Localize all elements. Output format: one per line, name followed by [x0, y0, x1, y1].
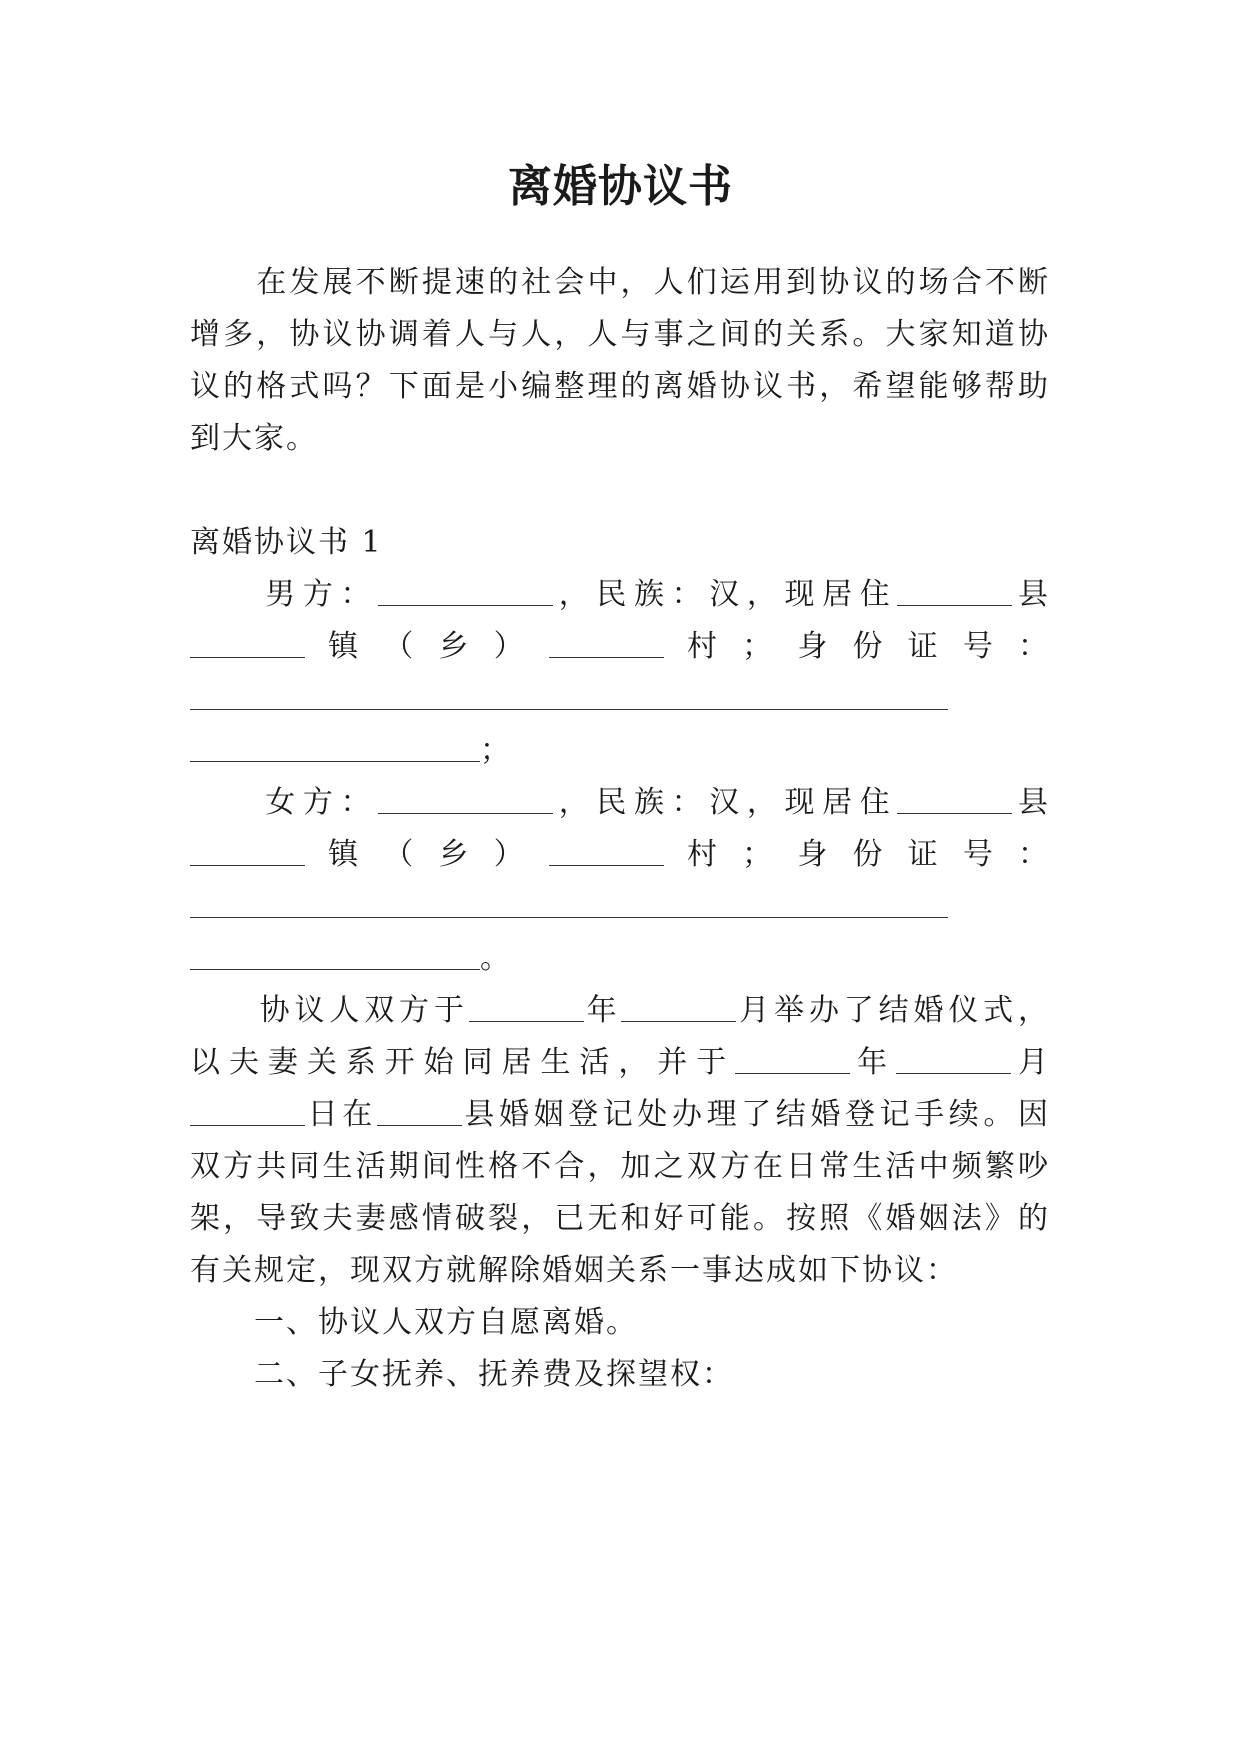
intro-line: 增多，协议协调着人与人，人与事之间的关系。大家知道协 — [190, 317, 1050, 352]
man-town-blank — [190, 627, 305, 658]
clause-item: 一、协议人双方自愿离婚。 — [190, 1305, 638, 1340]
woman-village-blank — [549, 835, 664, 866]
id-number-label: 村；身份证号： — [663, 629, 1051, 664]
agreement-line — [190, 991, 1050, 1031]
woman-address-line — [190, 835, 1050, 875]
woman-id-line — [190, 887, 1050, 927]
man-ethnicity-text: ，民族：汉，现居住 — [553, 577, 898, 612]
month-text: 月 — [1011, 1045, 1051, 1080]
intro-line: 在发展不断提速的社会中，人们运用到协议的场合不断 — [190, 265, 1050, 300]
year-text: 年 — [583, 993, 622, 1028]
town-text: 镇（乡） — [305, 837, 549, 872]
man-info-line — [190, 575, 1050, 615]
county-blank — [377, 1095, 462, 1126]
man-id-blank — [190, 679, 948, 710]
man-label: 男方： — [190, 577, 379, 612]
agreement-text: 以夫妻关系开始同居生活，并于 — [190, 1045, 736, 1080]
man-id-line — [190, 731, 1050, 771]
woman-label: 女方： — [190, 785, 379, 820]
county-text: 县 — [1012, 785, 1050, 820]
year-text: 年 — [850, 1045, 897, 1080]
woman-ethnicity-text: ，民族：汉，现居住 — [553, 785, 898, 820]
day-text: 日在 — [305, 1097, 377, 1132]
woman-id-blank — [190, 887, 948, 918]
month-blank — [621, 991, 736, 1022]
year-blank — [469, 991, 584, 1022]
woman-town-blank — [190, 835, 305, 866]
woman-name-blank — [378, 783, 553, 814]
intro-line: 议的格式吗？下面是小编整理的离婚协议书，希望能够帮助 — [190, 369, 1050, 404]
man-village-blank — [549, 627, 664, 658]
man-id-line — [190, 679, 1050, 719]
man-address-line — [190, 627, 1050, 667]
man-county-blank — [897, 575, 1012, 606]
agreement-line — [190, 1043, 1050, 1083]
town-text: 镇（乡） — [305, 629, 549, 664]
man-id-blank — [190, 731, 480, 762]
agreement-text: 县婚姻登记处办理了结婚登记手续。因 — [461, 1097, 1051, 1132]
document-title: 离婚协议书 — [508, 161, 733, 212]
agreement-text: 月举办了结婚仪式， — [736, 993, 1051, 1028]
county-text: 县 — [1012, 577, 1050, 612]
year-blank — [735, 1043, 850, 1074]
man-name-blank — [378, 575, 553, 606]
day-blank — [190, 1095, 305, 1126]
clause-item: 二、子女抚养、抚养费及探望权： — [190, 1357, 734, 1392]
section-heading: 离婚协议书 1 — [190, 525, 383, 560]
punctuation: ； — [480, 733, 512, 768]
woman-id-line — [190, 939, 1050, 979]
agreement-line: 双方共同生活期间性格不合，加之双方在日常生活中频繁吵 — [190, 1149, 1050, 1184]
intro-line: 到大家。 — [190, 421, 318, 456]
agreement-text: 协议人双方于 — [190, 993, 469, 1028]
woman-id-blank — [190, 939, 480, 970]
woman-county-blank — [897, 783, 1012, 814]
agreement-line: 有关规定，现双方就解除婚姻关系一事达成如下协议： — [190, 1253, 958, 1288]
month-blank — [896, 1043, 1011, 1074]
agreement-line: 架，导致夫妻感情破裂，已无和好可能。按照《婚姻法》的 — [190, 1201, 1050, 1236]
punctuation: 。 — [480, 941, 512, 976]
woman-info-line — [190, 783, 1050, 823]
id-number-label: 村；身份证号： — [663, 837, 1051, 872]
agreement-line — [190, 1095, 1050, 1135]
